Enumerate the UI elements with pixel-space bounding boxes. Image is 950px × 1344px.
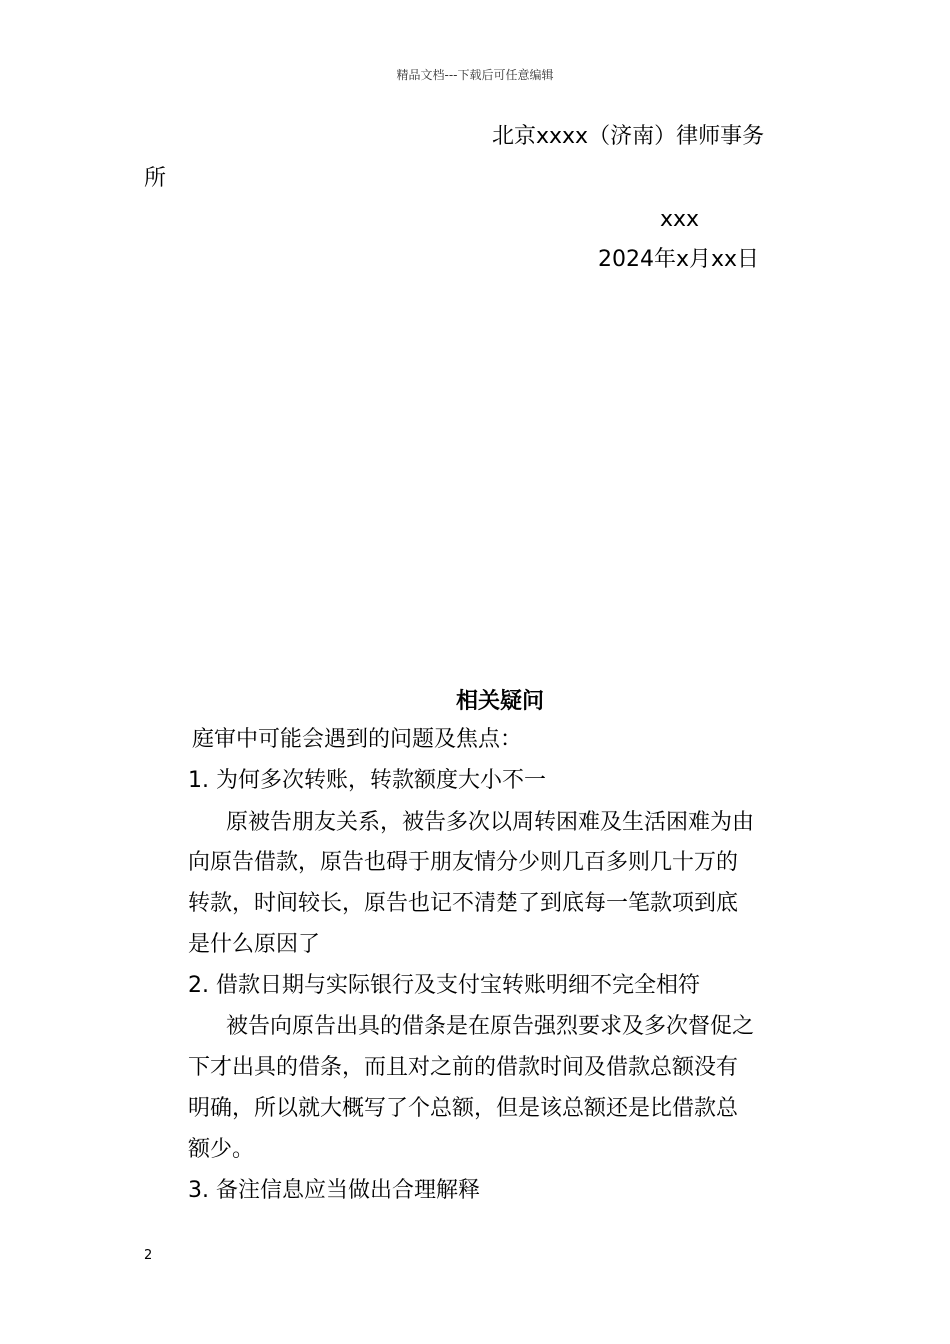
signature-name: xxx xyxy=(660,207,700,232)
question-2-paragraph-line: 下才出具的借条，而且对之前的借款时间及借款总额没有 xyxy=(188,1055,739,1080)
question-3-heading: 3. 备注信息应当做出合理解释 xyxy=(188,1178,480,1203)
page-header: 精品文档---下载后可任意编辑 xyxy=(396,68,554,82)
question-1-paragraph-line: 向原告借款，原告也碍于朋友情分少则几百多则几十万的 xyxy=(188,850,739,875)
question-1-heading: 1. 为何多次转账，转款额度大小不一 xyxy=(188,768,546,793)
question-2-heading: 2. 借款日期与实际银行及支付宝转账明细不完全相符 xyxy=(188,973,700,998)
signature-firm-line1: 北京xxxx（济南）律师事务 xyxy=(492,124,765,149)
question-1-paragraph-line: 是什么原因了 xyxy=(188,932,321,957)
signature-date: 2024年x月xx日 xyxy=(598,247,760,272)
page-number: 2 xyxy=(144,1248,153,1263)
question-1-paragraph-line: 原被告朋友关系，被告多次以周转困难及生活困难为由 xyxy=(226,810,755,835)
signature-firm-line2: 所 xyxy=(144,166,167,191)
question-2-paragraph-line: 被告向原告出具的借条是在原告强烈要求及多次督促之 xyxy=(226,1014,755,1039)
question-1-paragraph-line: 转款，时间较长，原告也记不清楚了到底每一笔款项到底 xyxy=(188,891,739,916)
section-title: 相关疑问 xyxy=(455,689,544,714)
section-intro: 庭审中可能会遇到的问题及焦点： xyxy=(192,727,523,752)
question-2-paragraph-line: 明确，所以就大概写了个总额，但是该总额还是比借款总 xyxy=(188,1096,739,1121)
question-2-paragraph-line: 额少。 xyxy=(188,1137,255,1162)
